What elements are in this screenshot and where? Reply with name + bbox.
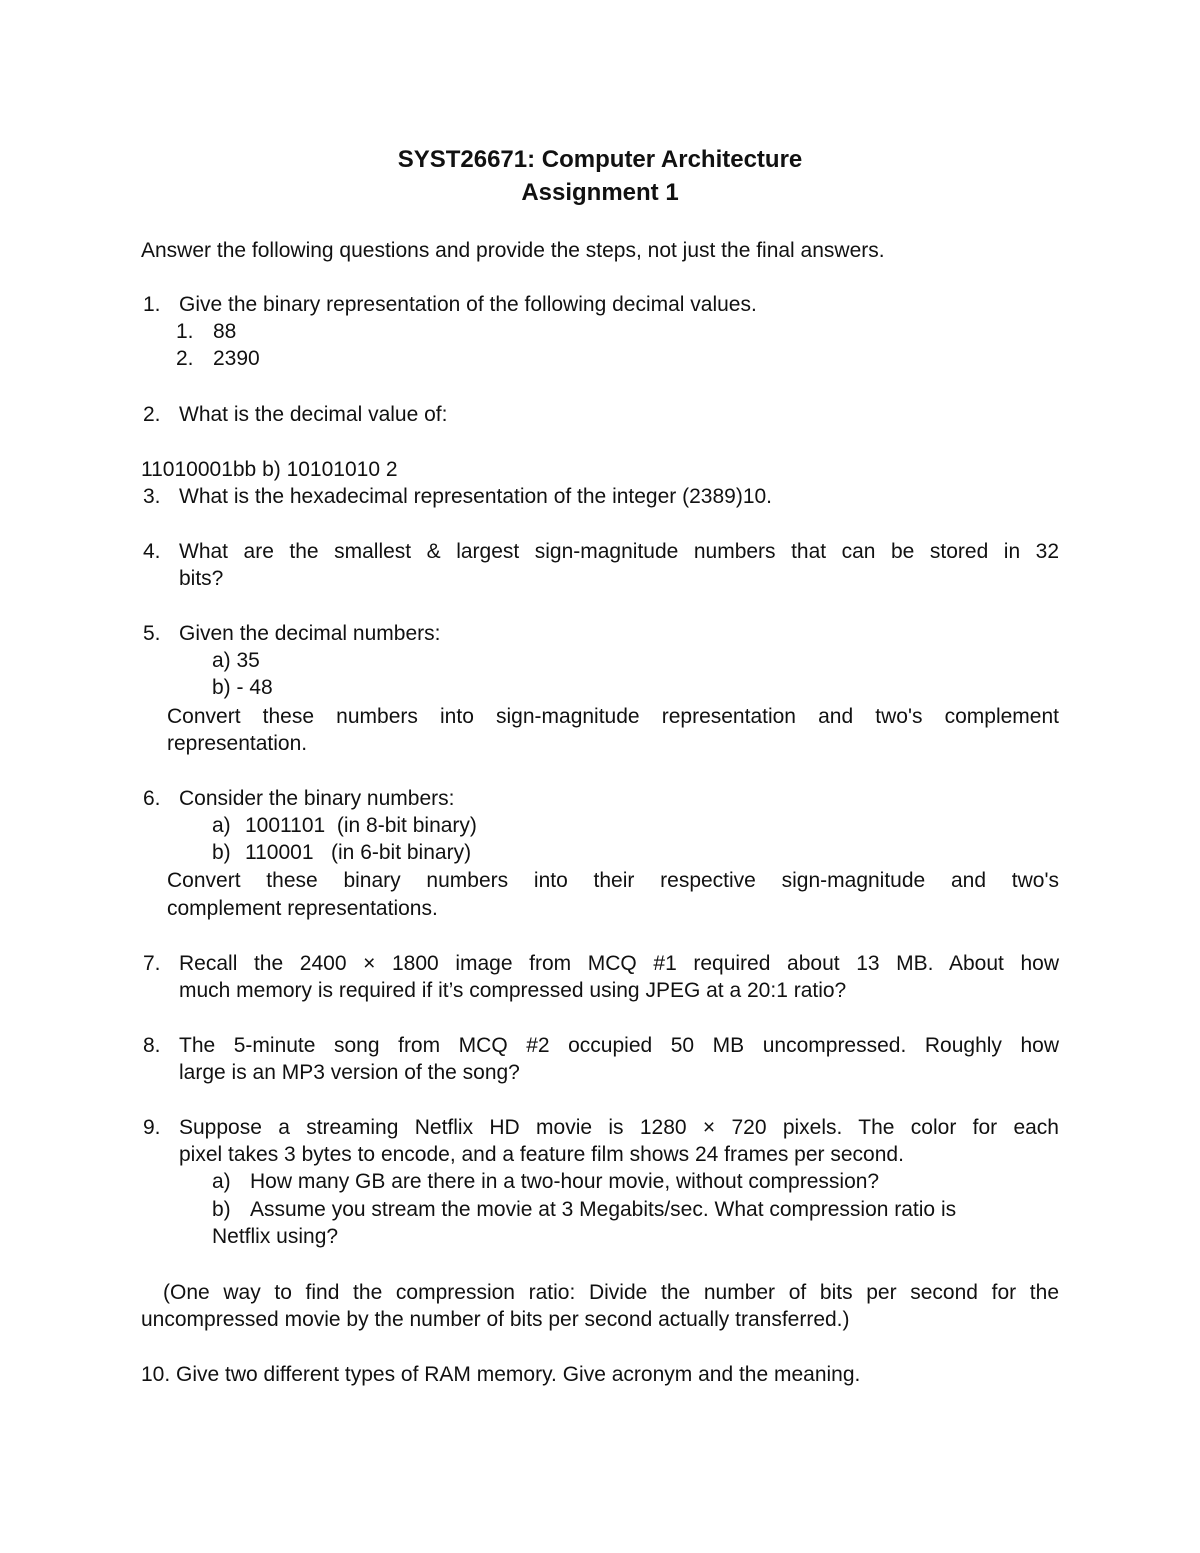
question-text: Given the decimal numbers: bbox=[179, 622, 441, 645]
question-text: Consider the binary numbers: bbox=[179, 787, 455, 810]
question-number: 7. bbox=[143, 952, 161, 975]
sub-item-label: b) bbox=[212, 1198, 231, 1221]
note-line: uncompressed movie by the number of bits per second actually transferred.) bbox=[141, 1308, 850, 1331]
sub-item-b: b) - 48 bbox=[212, 676, 273, 699]
sub-item-text: 2390 bbox=[213, 347, 260, 370]
question-text-line: Suppose a streaming Netflix HD movie is 1280 × 720 pixels. The color for each bbox=[179, 1116, 1059, 1139]
question-number: 1. bbox=[143, 293, 161, 316]
question-text-line: pixel takes 3 bytes to encode, and a feature film shows 24 frames per second. bbox=[179, 1143, 904, 1166]
sub-item-label: a) bbox=[212, 1170, 231, 1193]
question-number: 6. bbox=[143, 787, 161, 810]
sub-item-text: 1001101 (in 8-bit binary) bbox=[245, 814, 477, 837]
question-text: 10. Give two different types of RAM memory. Give acronym and the meaning. bbox=[141, 1363, 861, 1386]
sub-item-number: 1. bbox=[176, 320, 194, 343]
document-subtitle: Assignment 1 bbox=[521, 179, 679, 206]
sub-item-a: a) 35 bbox=[212, 649, 260, 672]
sub-item-text: Assume you stream the movie at 3 Megabits/sec. What compression ratio is bbox=[250, 1198, 957, 1221]
question-text-line: Convert these binary numbers into their respective sign-magnitude and two's bbox=[167, 869, 1059, 892]
question-number: 3. bbox=[143, 485, 161, 508]
instructions: Answer the following questions and provide the steps, not just the final answers. bbox=[141, 239, 885, 262]
question-text-line: bits? bbox=[179, 567, 224, 590]
question-values: 11010001bb b) 10101010 2 bbox=[141, 458, 398, 481]
question-text-line: Convert these numbers into sign-magnitude representation and two's complement bbox=[167, 705, 1059, 728]
question-number: 2. bbox=[143, 403, 161, 426]
question-text-line: The 5-minute song from MCQ #2 occupied 50 MB uncompressed. Roughly how bbox=[179, 1034, 1059, 1057]
sub-item-text: How many GB are there in a two-hour movie, without compression? bbox=[250, 1170, 880, 1193]
document-title: SYST26671: Computer Architecture bbox=[397, 146, 803, 173]
question-text-line: Recall the 2400 × 1800 image from MCQ #1 required about 13 MB. About how bbox=[179, 952, 1059, 975]
question-text-line: representation. bbox=[167, 732, 308, 755]
question-text: What is the hexadecimal representation of the integer (2389)10. bbox=[179, 485, 773, 508]
question-text: What is the decimal value of: bbox=[179, 403, 448, 426]
question-text: Give the binary representation of the following decimal values. bbox=[179, 293, 757, 316]
sub-item-text: 110001 (in 6-bit binary) bbox=[245, 841, 472, 864]
sub-item-text: 88 bbox=[213, 320, 237, 343]
sub-item-number: 2. bbox=[176, 347, 194, 370]
question-text-line: large is an MP3 version of the song? bbox=[179, 1061, 520, 1084]
question-text-line: much memory is required if it’s compressed using JPEG at a 20:1 ratio? bbox=[179, 979, 847, 1002]
question-number: 9. bbox=[143, 1116, 161, 1139]
question-number: 4. bbox=[143, 540, 161, 563]
question-number: 5. bbox=[143, 622, 161, 645]
sub-item-label: b) bbox=[212, 841, 231, 864]
question-text-line: What are the smallest & largest sign-magnitude numbers that can be stored in 32 bbox=[179, 540, 1059, 563]
note-line: (One way to find the compression ratio: Divide the number of bits per second for the bbox=[163, 1281, 1059, 1304]
question-text-line: complement representations. bbox=[167, 897, 438, 920]
sub-item-label: a) bbox=[212, 814, 231, 837]
question-number: 8. bbox=[143, 1034, 161, 1057]
sub-item-text: Netflix using? bbox=[212, 1225, 339, 1248]
